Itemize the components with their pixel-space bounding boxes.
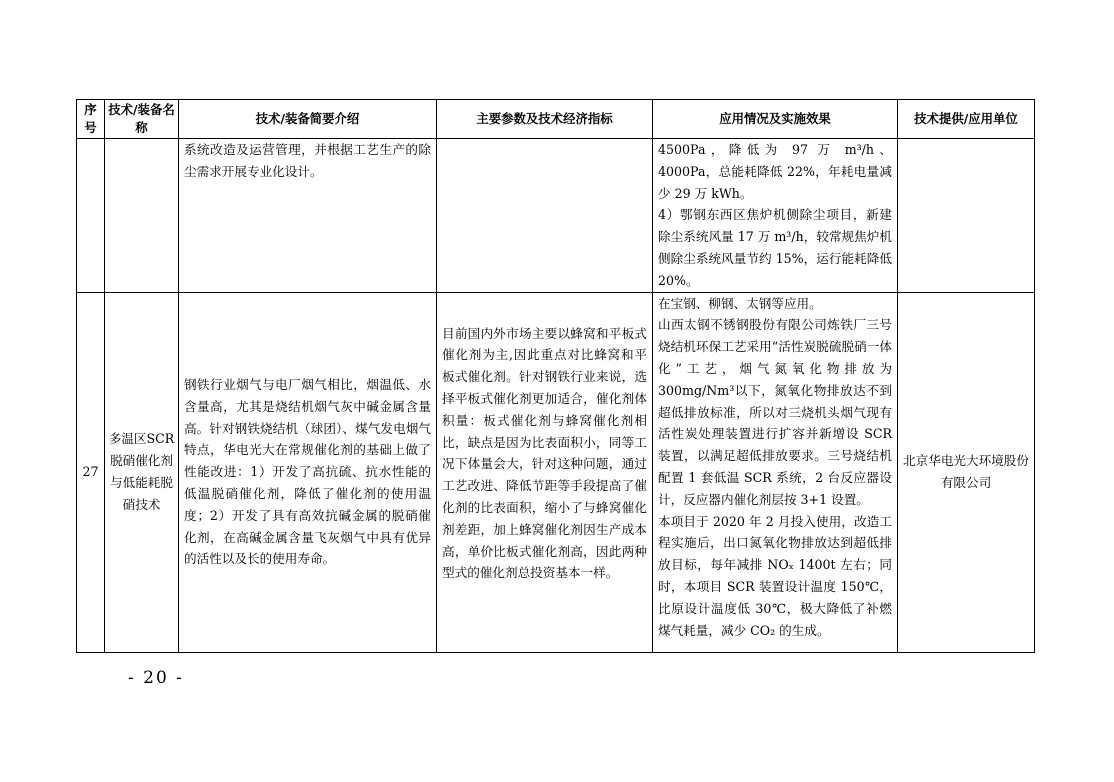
cell-params: 目前国内外市场主要以蜂窝和平板式催化剂为主,因此重点对比蜂窝和平板式催化剂。针对钢铁行业来说，选择平板式催化剂更加适合，催化剂体积量：板式催化剂与蜂窝催化剂相比，缺点是因为比表面积小，同等工况下体量会大，针对这种问题，通过工艺改进、降低节距等手段提高了催化剂的比表面积，缩小了与蜂窝催化剂差距，加上蜂窝催化剂因生产成本高，单价比板式催化剂高，因此两种型式的催化剂总投资基本一样。 — [437, 292, 653, 652]
cell-no-empty — [77, 139, 105, 293]
cell-name-empty — [105, 139, 179, 293]
page-number: - 20 - — [128, 668, 184, 688]
table-header-row — [77, 100, 1035, 139]
header-application: 应用情况及实施效果 — [653, 100, 898, 139]
cell-application — [653, 139, 898, 293]
header-name: 技术/装备名称 — [105, 100, 179, 139]
cell-name: 多温区SCR脱硝催化剂与低能耗脱硝技术 — [105, 292, 179, 652]
application-paragraph: 山西太钢不锈钢股份有限公司炼铁厂三号烧结机环保工艺采用“活性炭脱硫脱硝一体化”工艺，烟气氮氧化物排放为 300mg/Nm³以下，氮氧化物排放达不到超低排放标准，所以对三烧机头烟气现有活性炭处理装置进行扩容并新增设 SCR 装置，以满足超低排放要求。三号烧结机配置 1 套低温 SCR 系统，2 台反应器设计，反应器内催化剂层按 3+1 设置。 — [658, 317, 892, 507]
cell-provider-empty — [898, 139, 1035, 293]
table-row-continued — [77, 139, 1035, 293]
application-paragraph: 在宝钢、柳钢、太钢等应用。 — [658, 295, 822, 311]
header-intro: 技术/装备简要介绍 — [179, 100, 437, 139]
cell-no: 27 — [77, 292, 105, 652]
header-provider: 技术提供/应用单位 — [898, 100, 1035, 139]
cell-application — [653, 292, 898, 652]
header-params: 主要参数及技术经济指标 — [437, 100, 653, 139]
technology-table — [76, 99, 1035, 653]
application-paragraph: 本项目于 2020 年 2 月投入使用，改造工程实施后，出口氮氧化物排放达到超低排放目标，每年减排 NOₓ 1400t 左右；同时，本项目 SCR 装置设计温度 150℃，比原设计温度低 30℃，极大降低了补燃煤气耗量，减少 CO₂ 的生成。 — [658, 513, 892, 638]
cell-intro: 钢铁行业烟气与电厂烟气相比，烟温低、水含量高，尤其是烧结机烟气灰中碱金属含量高。针对钢铁烧结机（球团）、煤气发电烟气特点，华电光大在常规催化剂的基础上做了性能改进：1）开发了高抗硫、抗水性能的低温脱硝催化剂，降低了催化剂的使用温度；2）开发了具有高效抗碱金属的脱硝催化剂，在高碱金属含量飞灰烟气中具有优异的活性以及长的使用寿命。 — [179, 292, 437, 652]
table-row-27 — [77, 292, 1035, 652]
application-paragraph: 4500Pa，降低为 97 万 m³/h、4000Pa，总能耗降低 22%，年耗电量减少 29 万 kWh。 — [658, 142, 892, 201]
header-no: 序号 — [77, 100, 105, 139]
cell-params-empty — [437, 139, 653, 293]
application-paragraph: 4）鄂钢东西区焦炉机侧除尘项目，新建除尘系统风量 17 万 m³/h，较常规焦炉机侧除尘系统风量节约 15%，运行能耗降低 20%。 — [658, 207, 892, 288]
cell-intro: 系统改造及运营管理，并根据工艺生产的除尘需求开展专业化设计。 — [179, 139, 437, 293]
cell-provider: 北京华电光大环境股份有限公司 — [898, 292, 1035, 652]
